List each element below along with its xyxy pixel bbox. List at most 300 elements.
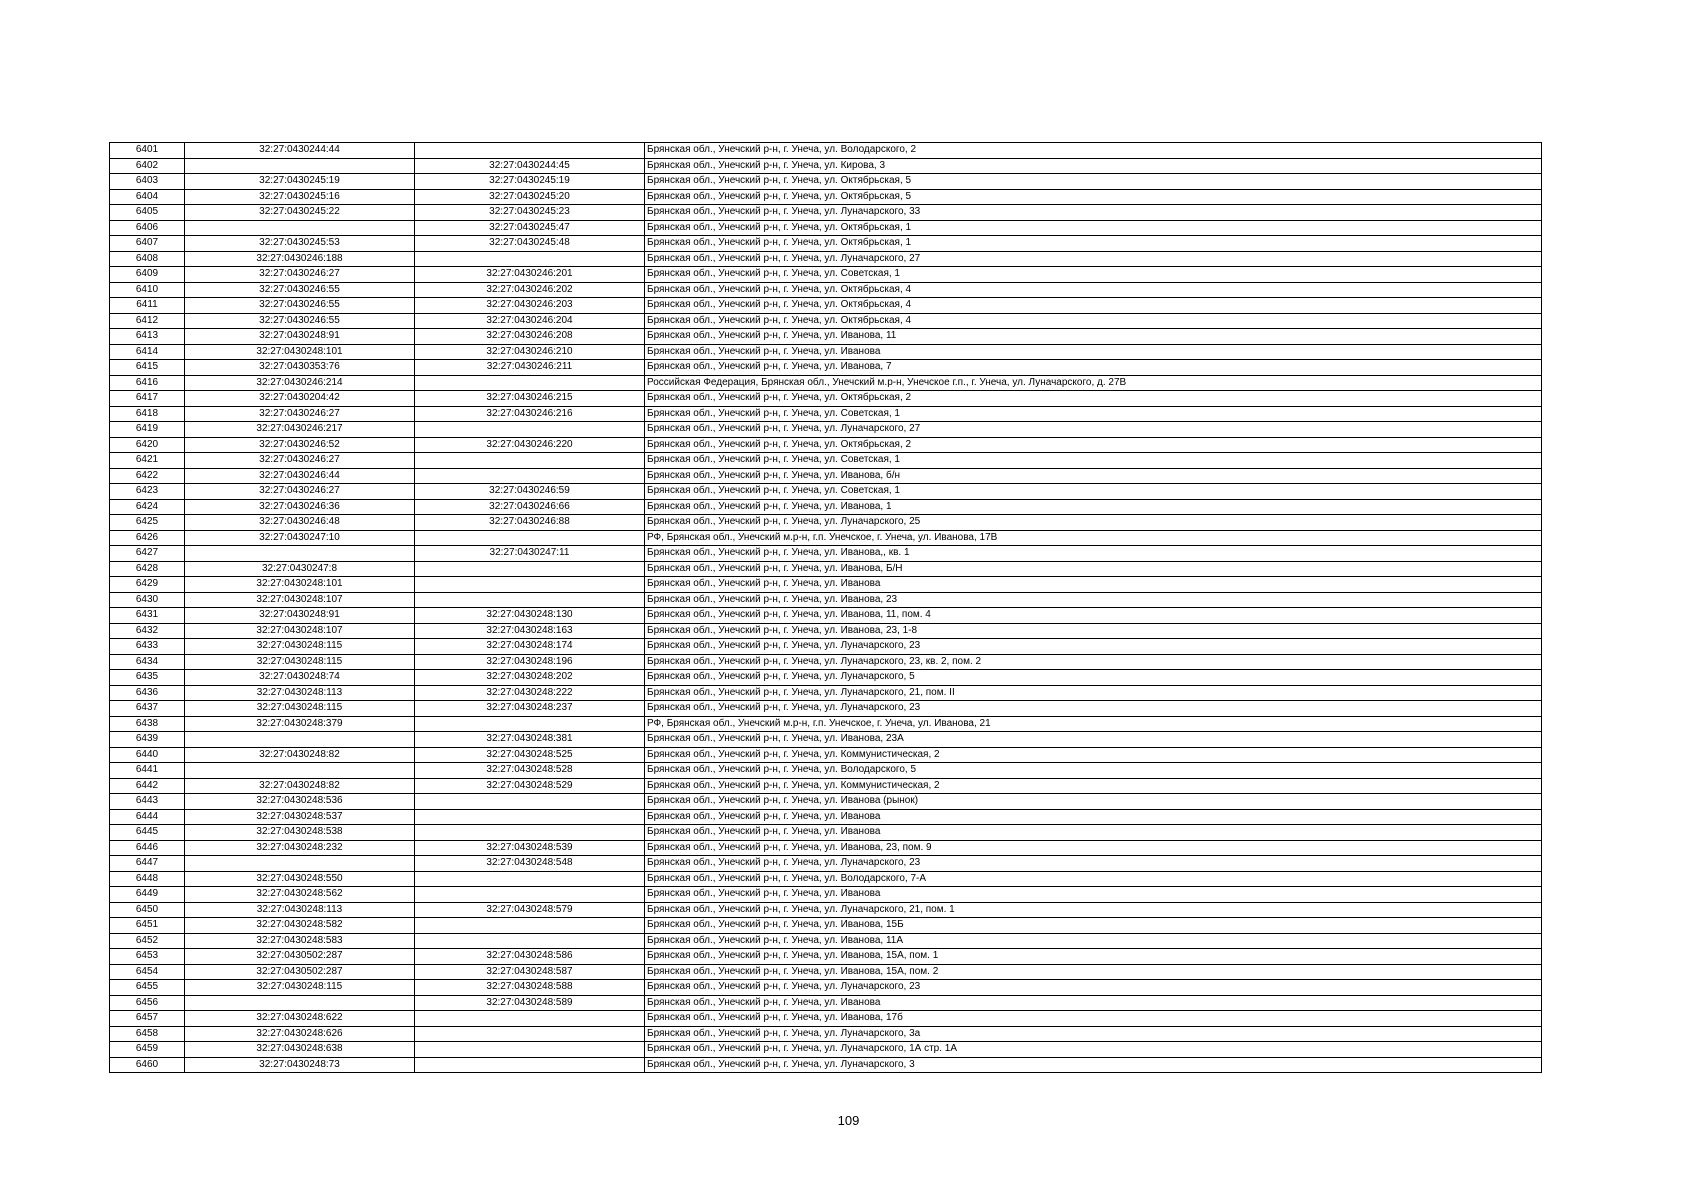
- row-number-cell: 6428: [110, 561, 185, 577]
- row-number-cell: 6418: [110, 406, 185, 422]
- row-number-cell: 6438: [110, 716, 185, 732]
- cadastral-number-cell: 32:27:0430246:27: [185, 406, 415, 422]
- object-cadastral-number-cell: 32:27:0430248:586: [415, 949, 645, 965]
- table-row: [110, 747, 1542, 763]
- table-row: [110, 716, 1542, 732]
- table-row: [110, 298, 1542, 314]
- table-row: [110, 143, 1542, 159]
- cadastral-number-cell: 32:27:0430246:55: [185, 298, 415, 314]
- row-number-cell: 6444: [110, 809, 185, 825]
- row-number-cell: 6426: [110, 530, 185, 546]
- address-cell: Брянская обл., Унечский р-н, г. Унеча, ул. Иванова: [645, 577, 1542, 593]
- table-row: [110, 794, 1542, 810]
- address-cell: Брянская обл., Унечский р-н, г. Унеча, ул. Иванова, 15Б: [645, 918, 1542, 934]
- object-cadastral-number-cell: [415, 918, 645, 934]
- cadastral-number-cell: 32:27:0430248:622: [185, 1011, 415, 1027]
- cadastral-number-cell: 32:27:0430248:626: [185, 1026, 415, 1042]
- object-cadastral-number-cell: 32:27:0430248:588: [415, 980, 645, 996]
- row-number-cell: 6422: [110, 468, 185, 484]
- object-cadastral-number-cell: [415, 809, 645, 825]
- table-row: [110, 360, 1542, 376]
- address-cell: Брянская обл., Унечский р-н, г. Унеча, ул. Иванова, 23, пом. 9: [645, 840, 1542, 856]
- table-row: [110, 825, 1542, 841]
- cadastral-number-cell: [185, 995, 415, 1011]
- object-cadastral-number-cell: 32:27:0430248:222: [415, 685, 645, 701]
- cadastral-number-cell: 32:27:0430246:52: [185, 437, 415, 453]
- object-cadastral-number-cell: 32:27:0430248:174: [415, 639, 645, 655]
- cadastral-number-cell: 32:27:0430246:217: [185, 422, 415, 438]
- address-cell: Брянская обл., Унечский р-н, г. Унеча, ул. Коммунистическая, 2: [645, 747, 1542, 763]
- address-cell: Брянская обл., Унечский р-н, г. Унеча, ул. Иванова: [645, 887, 1542, 903]
- cadastral-number-cell: 32:27:0430245:16: [185, 189, 415, 205]
- address-cell: Брянская обл., Унечский р-н, г. Унеча, ул. Иванова: [645, 995, 1542, 1011]
- table-row: [110, 1057, 1542, 1073]
- address-cell: Брянская обл., Унечский р-н, г. Унеча, ул. Иванова, 23, 1-8: [645, 623, 1542, 639]
- cadastral-number-cell: 32:27:0430248:107: [185, 592, 415, 608]
- address-cell: Брянская обл., Унечский р-н, г. Унеча, ул. Советская, 1: [645, 484, 1542, 500]
- row-number-cell: 6402: [110, 158, 185, 174]
- row-number-cell: 6432: [110, 623, 185, 639]
- cadastral-number-cell: 32:27:0430245:53: [185, 236, 415, 252]
- address-cell: Брянская обл., Унечский р-н, г. Унеча, ул. Иванова, 15А, пом. 1: [645, 949, 1542, 965]
- address-cell: Брянская обл., Унечский р-н, г. Унеча, ул. Луначарского, 23, кв. 2, пом. 2: [645, 654, 1542, 670]
- address-cell: Брянская обл., Унечский р-н, г. Унеча, ул. Иванова, Б/Н: [645, 561, 1542, 577]
- address-cell: Брянская обл., Унечский р-н, г. Унеча, ул. Володарского, 5: [645, 763, 1542, 779]
- row-number-cell: 6450: [110, 902, 185, 918]
- object-cadastral-number-cell: 32:27:0430248:589: [415, 995, 645, 1011]
- object-cadastral-number-cell: [415, 375, 645, 391]
- cadastral-number-cell: 32:27:0430246:55: [185, 282, 415, 298]
- address-cell: Брянская обл., Унечский р-н, г. Унеча, ул. Октябрьская, 4: [645, 298, 1542, 314]
- object-cadastral-number-cell: [415, 530, 645, 546]
- table-row: [110, 949, 1542, 965]
- cadastral-number-cell: 32:27:0430248:113: [185, 685, 415, 701]
- cadastral-number-cell: 32:27:0430248:101: [185, 577, 415, 593]
- address-cell: Брянская обл., Унечский р-н, г. Унеча, ул. Иванова, 11, пом. 4: [645, 608, 1542, 624]
- address-cell: Брянская обл., Унечский р-н, г. Унеча, ул. Луначарского, 23: [645, 701, 1542, 717]
- row-number-cell: 6429: [110, 577, 185, 593]
- cadastral-number-cell: 32:27:0430248:379: [185, 716, 415, 732]
- object-cadastral-number-cell: [415, 825, 645, 841]
- address-cell: Брянская обл., Унечский р-н, г. Унеча, ул. Иванова: [645, 825, 1542, 841]
- row-number-cell: 6414: [110, 344, 185, 360]
- address-cell: Брянская обл., Унечский р-н, г. Унеча, ул. Иванова, 17б: [645, 1011, 1542, 1027]
- row-number-cell: 6413: [110, 329, 185, 345]
- page-number: 109: [837, 1113, 860, 1128]
- table-row: [110, 267, 1542, 283]
- address-cell: Брянская обл., Унечский р-н, г. Унеча, ул. Октябрьская, 1: [645, 220, 1542, 236]
- object-cadastral-number-cell: 32:27:0430246:220: [415, 437, 645, 453]
- row-number-cell: 6440: [110, 747, 185, 763]
- object-cadastral-number-cell: 32:27:0430246:210: [415, 344, 645, 360]
- address-cell: Брянская обл., Унечский р-н, г. Унеча, ул. Иванова, 15А, пом. 2: [645, 964, 1542, 980]
- row-number-cell: 6405: [110, 205, 185, 221]
- object-cadastral-number-cell: [415, 453, 645, 469]
- cadastral-number-cell: 32:27:0430248:91: [185, 608, 415, 624]
- table-row: [110, 453, 1542, 469]
- address-cell: Брянская обл., Унечский р-н, г. Унеча, ул. Советская, 1: [645, 267, 1542, 283]
- row-number-cell: 6404: [110, 189, 185, 205]
- address-cell: Брянская обл., Унечский р-н, г. Унеча, ул. Советская, 1: [645, 453, 1542, 469]
- cadastral-number-cell: 32:27:0430248:73: [185, 1057, 415, 1073]
- object-cadastral-number-cell: 32:27:0430248:202: [415, 670, 645, 686]
- cadastral-number-cell: 32:27:0430248:538: [185, 825, 415, 841]
- cadastral-number-cell: 32:27:0430248:115: [185, 654, 415, 670]
- row-number-cell: 6459: [110, 1042, 185, 1058]
- cadastral-number-cell: 32:27:0430246:44: [185, 468, 415, 484]
- object-cadastral-number-cell: 32:27:0430244:45: [415, 158, 645, 174]
- table-row: [110, 654, 1542, 670]
- address-cell: Брянская обл., Унечский р-н, г. Унеча, ул. Октябрьская, 5: [645, 189, 1542, 205]
- address-cell: Брянская обл., Унечский р-н, г. Унеча, ул. Луначарского, 27: [645, 422, 1542, 438]
- cadastral-number-cell: [185, 220, 415, 236]
- row-number-cell: 6436: [110, 685, 185, 701]
- address-cell: Российская Федерация, Брянская обл., Унечский м.р-н, Унечское г.п., г. Унеча, ул. Луначарского, д. 27В: [645, 375, 1542, 391]
- object-cadastral-number-cell: 32:27:0430248:130: [415, 608, 645, 624]
- object-cadastral-number-cell: 32:27:0430248:528: [415, 763, 645, 779]
- address-cell: Брянская обл., Унечский р-н, г. Унеча, ул. Иванова, 23А: [645, 732, 1542, 748]
- table-row: [110, 344, 1542, 360]
- address-cell: Брянская обл., Унечский р-н, г. Унеча, ул. Луначарского, 1А стр. 1А: [645, 1042, 1542, 1058]
- row-number-cell: 6435: [110, 670, 185, 686]
- object-cadastral-number-cell: [415, 1011, 645, 1027]
- row-number-cell: 6447: [110, 856, 185, 872]
- object-cadastral-number-cell: 32:27:0430246:201: [415, 267, 645, 283]
- object-cadastral-number-cell: [415, 251, 645, 267]
- row-number-cell: 6460: [110, 1057, 185, 1073]
- table-row: [110, 871, 1542, 887]
- table-row: [110, 1042, 1542, 1058]
- table-row: [110, 437, 1542, 453]
- address-cell: Брянская обл., Унечский р-н, г. Унеча, ул. Луначарского, 5: [645, 670, 1542, 686]
- cadastral-number-cell: 32:27:0430246:188: [185, 251, 415, 267]
- object-cadastral-number-cell: 32:27:0430248:587: [415, 964, 645, 980]
- address-cell: Брянская обл., Унечский р-н, г. Унеча, ул. Иванова, 23: [645, 592, 1542, 608]
- cadastral-number-cell: 32:27:0430246:48: [185, 515, 415, 531]
- cadastral-number-cell: 32:27:0430248:232: [185, 840, 415, 856]
- row-number-cell: 6442: [110, 778, 185, 794]
- object-cadastral-number-cell: [415, 143, 645, 159]
- address-cell: Брянская обл., Унечский р-н, г. Унеча, ул. Октябрьская, 4: [645, 313, 1542, 329]
- address-cell: Брянская обл., Унечский р-н, г. Унеча, ул. Луначарского, 3: [645, 1057, 1542, 1073]
- table-row: [110, 732, 1542, 748]
- address-cell: Брянская обл., Унечский р-н, г. Унеча, ул. Володарского, 7-А: [645, 871, 1542, 887]
- object-cadastral-number-cell: 32:27:0430248:196: [415, 654, 645, 670]
- row-number-cell: 6441: [110, 763, 185, 779]
- cadastral-number-cell: 32:27:0430248:101: [185, 344, 415, 360]
- table-row: [110, 189, 1542, 205]
- row-number-cell: 6458: [110, 1026, 185, 1042]
- address-cell: Брянская обл., Унечский р-н, г. Унеча, ул. Иванова (рынок): [645, 794, 1542, 810]
- table-row: [110, 902, 1542, 918]
- row-number-cell: 6406: [110, 220, 185, 236]
- cadastral-number-cell: 32:27:0430248:115: [185, 639, 415, 655]
- cadastral-number-cell: 32:27:0430248:82: [185, 747, 415, 763]
- object-cadastral-number-cell: 32:27:0430245:19: [415, 174, 645, 190]
- table-body: [110, 143, 1542, 1073]
- table-row: [110, 701, 1542, 717]
- cadastral-number-cell: 32:27:0430246:27: [185, 453, 415, 469]
- row-number-cell: 6439: [110, 732, 185, 748]
- object-cadastral-number-cell: [415, 887, 645, 903]
- address-cell: Брянская обл., Унечский р-н, г. Унеча, ул. Луначарского, 21, пом. 1: [645, 902, 1542, 918]
- row-number-cell: 6434: [110, 654, 185, 670]
- table-row: [110, 840, 1542, 856]
- row-number-cell: 6448: [110, 871, 185, 887]
- table-row: [110, 1011, 1542, 1027]
- object-cadastral-number-cell: 32:27:0430248:539: [415, 840, 645, 856]
- cadastral-number-cell: 32:27:0430247:10: [185, 530, 415, 546]
- object-cadastral-number-cell: [415, 577, 645, 593]
- cadastral-registry-table: [109, 142, 1542, 1073]
- cadastral-number-cell: 32:27:0430248:91: [185, 329, 415, 345]
- object-cadastral-number-cell: 32:27:0430248:237: [415, 701, 645, 717]
- object-cadastral-number-cell: 32:27:0430246:204: [415, 313, 645, 329]
- object-cadastral-number-cell: 32:27:0430245:23: [415, 205, 645, 221]
- cadastral-number-cell: 32:27:0430502:287: [185, 949, 415, 965]
- table-row: [110, 406, 1542, 422]
- object-cadastral-number-cell: 32:27:0430246:208: [415, 329, 645, 345]
- cadastral-number-cell: 32:27:0430502:287: [185, 964, 415, 980]
- table-row: [110, 499, 1542, 515]
- row-number-cell: 6421: [110, 453, 185, 469]
- table-row: [110, 778, 1542, 794]
- row-number-cell: 6449: [110, 887, 185, 903]
- object-cadastral-number-cell: 32:27:0430246:88: [415, 515, 645, 531]
- row-number-cell: 6417: [110, 391, 185, 407]
- table-row: [110, 933, 1542, 949]
- object-cadastral-number-cell: 32:27:0430246:202: [415, 282, 645, 298]
- row-number-cell: 6443: [110, 794, 185, 810]
- cadastral-number-cell: 32:27:0430248:115: [185, 980, 415, 996]
- object-cadastral-number-cell: 32:27:0430246:203: [415, 298, 645, 314]
- row-number-cell: 6437: [110, 701, 185, 717]
- row-number-cell: 6411: [110, 298, 185, 314]
- object-cadastral-number-cell: [415, 468, 645, 484]
- table-row: [110, 561, 1542, 577]
- row-number-cell: 6412: [110, 313, 185, 329]
- row-number-cell: 6407: [110, 236, 185, 252]
- table-row: [110, 484, 1542, 500]
- address-cell: РФ, Брянская обл., Унечский м.р-н, г.п. Унечское, г. Унеча, ул. Иванова, 21: [645, 716, 1542, 732]
- cadastral-number-cell: 32:27:0430248:582: [185, 918, 415, 934]
- row-number-cell: 6427: [110, 546, 185, 562]
- table-row: [110, 577, 1542, 593]
- table-row: [110, 236, 1542, 252]
- address-cell: Брянская обл., Унечский р-н, г. Унеча, ул. Луначарского, 21, пом. II: [645, 685, 1542, 701]
- cadastral-number-cell: 32:27:0430248:638: [185, 1042, 415, 1058]
- object-cadastral-number-cell: 32:27:0430248:529: [415, 778, 645, 794]
- address-cell: РФ, Брянская обл., Унечский м.р-н, г.п. Унечское, г. Унеча, ул. Иванова, 17В: [645, 530, 1542, 546]
- row-number-cell: 6424: [110, 499, 185, 515]
- table-row: [110, 391, 1542, 407]
- table-row: [110, 918, 1542, 934]
- object-cadastral-number-cell: 32:27:0430248:548: [415, 856, 645, 872]
- cadastral-number-cell: [185, 763, 415, 779]
- cadastral-number-cell: 32:27:0430246:36: [185, 499, 415, 515]
- object-cadastral-number-cell: 32:27:0430246:211: [415, 360, 645, 376]
- cadastral-number-cell: [185, 856, 415, 872]
- cadastral-number-cell: 32:27:0430248:113: [185, 902, 415, 918]
- address-cell: Брянская обл., Унечский р-н, г. Унеча, ул. Октябрьская, 5: [645, 174, 1542, 190]
- address-cell: Брянская обл., Унечский р-н, г. Унеча, ул. Иванова: [645, 809, 1542, 825]
- table-row: [110, 964, 1542, 980]
- row-number-cell: 6430: [110, 592, 185, 608]
- table-row: [110, 980, 1542, 996]
- table-row: [110, 313, 1542, 329]
- row-number-cell: 6431: [110, 608, 185, 624]
- row-number-cell: 6451: [110, 918, 185, 934]
- table-row: [110, 623, 1542, 639]
- object-cadastral-number-cell: [415, 1042, 645, 1058]
- row-number-cell: 6415: [110, 360, 185, 376]
- table-row: [110, 670, 1542, 686]
- table-row: [110, 995, 1542, 1011]
- object-cadastral-number-cell: [415, 1026, 645, 1042]
- cadastral-number-cell: 32:27:0430248:82: [185, 778, 415, 794]
- object-cadastral-number-cell: 32:27:0430246:215: [415, 391, 645, 407]
- object-cadastral-number-cell: 32:27:0430246:66: [415, 499, 645, 515]
- address-cell: Брянская обл., Унечский р-н, г. Унеча, ул. Луначарского, 3а: [645, 1026, 1542, 1042]
- cadastral-number-cell: 32:27:0430353:76: [185, 360, 415, 376]
- table-row: [110, 809, 1542, 825]
- table-row: [110, 887, 1542, 903]
- cadastral-number-cell: [185, 546, 415, 562]
- address-cell: Брянская обл., Унечский р-н, г. Унеча, ул. Луначарского, 27: [645, 251, 1542, 267]
- row-number-cell: 6416: [110, 375, 185, 391]
- object-cadastral-number-cell: [415, 422, 645, 438]
- object-cadastral-number-cell: 32:27:0430248:579: [415, 902, 645, 918]
- table-row: [110, 174, 1542, 190]
- address-cell: Брянская обл., Унечский р-н, г. Унеча, ул. Луначарского, 33: [645, 205, 1542, 221]
- object-cadastral-number-cell: [415, 1057, 645, 1073]
- address-cell: Брянская обл., Унечский р-н, г. Унеча, ул. Иванова: [645, 344, 1542, 360]
- cadastral-number-cell: 32:27:0430248:115: [185, 701, 415, 717]
- cadastral-number-cell: 32:27:0430245:22: [185, 205, 415, 221]
- object-cadastral-number-cell: 32:27:0430246:59: [415, 484, 645, 500]
- object-cadastral-number-cell: 32:27:0430248:163: [415, 623, 645, 639]
- object-cadastral-number-cell: 32:27:0430246:216: [415, 406, 645, 422]
- address-cell: Брянская обл., Унечский р-н, г. Унеча, ул. Октябрьская, 2: [645, 391, 1542, 407]
- cadastral-number-cell: 32:27:0430248:550: [185, 871, 415, 887]
- address-cell: Брянская обл., Унечский р-н, г. Унеча, ул. Коммунистическая, 2: [645, 778, 1542, 794]
- object-cadastral-number-cell: [415, 592, 645, 608]
- cadastral-number-cell: 32:27:0430248:562: [185, 887, 415, 903]
- cadastral-number-cell: 32:27:0430246:214: [185, 375, 415, 391]
- object-cadastral-number-cell: 32:27:0430248:525: [415, 747, 645, 763]
- cadastral-number-cell: 32:27:0430246:55: [185, 313, 415, 329]
- address-cell: Брянская обл., Унечский р-н, г. Унеча, ул. Иванова, б/н: [645, 468, 1542, 484]
- row-number-cell: 6425: [110, 515, 185, 531]
- table-row: [110, 763, 1542, 779]
- table-row: [110, 685, 1542, 701]
- row-number-cell: 6403: [110, 174, 185, 190]
- row-number-cell: 6409: [110, 267, 185, 283]
- table-row: [110, 220, 1542, 236]
- address-cell: Брянская обл., Унечский р-н, г. Унеча, ул. Октябрьская, 2: [645, 437, 1542, 453]
- address-cell: Брянская обл., Унечский р-н, г. Унеча, ул. Советская, 1: [645, 406, 1542, 422]
- row-number-cell: 6401: [110, 143, 185, 159]
- table-row: [110, 375, 1542, 391]
- table-row: [110, 329, 1542, 345]
- object-cadastral-number-cell: [415, 561, 645, 577]
- cadastral-number-cell: 32:27:0430248:107: [185, 623, 415, 639]
- object-cadastral-number-cell: [415, 933, 645, 949]
- cadastral-number-cell: 32:27:0430247:8: [185, 561, 415, 577]
- row-number-cell: 6410: [110, 282, 185, 298]
- cadastral-number-cell: 32:27:0430246:27: [185, 267, 415, 283]
- row-number-cell: 6453: [110, 949, 185, 965]
- object-cadastral-number-cell: 32:27:0430245:47: [415, 220, 645, 236]
- row-number-cell: 6445: [110, 825, 185, 841]
- row-number-cell: 6419: [110, 422, 185, 438]
- table-row: [110, 515, 1542, 531]
- cadastral-number-cell: 32:27:0430248:583: [185, 933, 415, 949]
- row-number-cell: 6457: [110, 1011, 185, 1027]
- object-cadastral-number-cell: [415, 794, 645, 810]
- table-row: [110, 468, 1542, 484]
- address-cell: Брянская обл., Унечский р-н, г. Унеча, ул. Кирова, 3: [645, 158, 1542, 174]
- row-number-cell: 6456: [110, 995, 185, 1011]
- address-cell: Брянская обл., Унечский р-н, г. Унеча, ул. Иванова, 11: [645, 329, 1542, 345]
- cadastral-number-cell: 32:27:0430248:536: [185, 794, 415, 810]
- table-row: [110, 205, 1542, 221]
- table-row: [110, 158, 1542, 174]
- table-row: [110, 592, 1542, 608]
- address-cell: Брянская обл., Унечский р-н, г. Унеча, ул. Луначарского, 23: [645, 980, 1542, 996]
- cadastral-number-cell: 32:27:0430246:27: [185, 484, 415, 500]
- table-row: [110, 251, 1542, 267]
- row-number-cell: 6420: [110, 437, 185, 453]
- table-row: [110, 856, 1542, 872]
- object-cadastral-number-cell: 32:27:0430247:11: [415, 546, 645, 562]
- table-row: [110, 422, 1542, 438]
- table-row: [110, 546, 1542, 562]
- row-number-cell: 6452: [110, 933, 185, 949]
- row-number-cell: 6423: [110, 484, 185, 500]
- address-cell: Брянская обл., Унечский р-н, г. Унеча, ул. Октябрьская, 1: [645, 236, 1542, 252]
- cadastral-number-cell: [185, 158, 415, 174]
- address-cell: Брянская обл., Унечский р-н, г. Унеча, ул. Иванова, 11А: [645, 933, 1542, 949]
- cadastral-number-cell: 32:27:0430248:74: [185, 670, 415, 686]
- object-cadastral-number-cell: [415, 716, 645, 732]
- address-cell: Брянская обл., Унечский р-н, г. Унеча, ул. Иванова,, кв. 1: [645, 546, 1542, 562]
- row-number-cell: 6454: [110, 964, 185, 980]
- address-cell: Брянская обл., Унечский р-н, г. Унеча, ул. Иванова, 7: [645, 360, 1542, 376]
- address-cell: Брянская обл., Унечский р-н, г. Унеча, ул. Луначарского, 25: [645, 515, 1542, 531]
- object-cadastral-number-cell: 32:27:0430248:381: [415, 732, 645, 748]
- table-row: [110, 530, 1542, 546]
- cadastral-number-cell: 32:27:0430244:44: [185, 143, 415, 159]
- row-number-cell: 6408: [110, 251, 185, 267]
- row-number-cell: 6433: [110, 639, 185, 655]
- address-cell: Брянская обл., Унечский р-н, г. Унеча, ул. Володарского, 2: [645, 143, 1542, 159]
- table-row: [110, 1026, 1542, 1042]
- cadastral-number-cell: 32:27:0430248:537: [185, 809, 415, 825]
- object-cadastral-number-cell: [415, 871, 645, 887]
- object-cadastral-number-cell: 32:27:0430245:20: [415, 189, 645, 205]
- object-cadastral-number-cell: 32:27:0430245:48: [415, 236, 645, 252]
- address-cell: Брянская обл., Унечский р-н, г. Унеча, ул. Луначарского, 23: [645, 856, 1542, 872]
- cadastral-number-cell: [185, 732, 415, 748]
- row-number-cell: 6446: [110, 840, 185, 856]
- address-cell: Брянская обл., Унечский р-н, г. Унеча, ул. Луначарского, 23: [645, 639, 1542, 655]
- address-cell: Брянская обл., Унечский р-н, г. Унеча, ул. Октябрьская, 4: [645, 282, 1542, 298]
- cadastral-number-cell: 32:27:0430204:42: [185, 391, 415, 407]
- table-row: [110, 639, 1542, 655]
- table-row: [110, 608, 1542, 624]
- address-cell: Брянская обл., Унечский р-н, г. Унеча, ул. Иванова, 1: [645, 499, 1542, 515]
